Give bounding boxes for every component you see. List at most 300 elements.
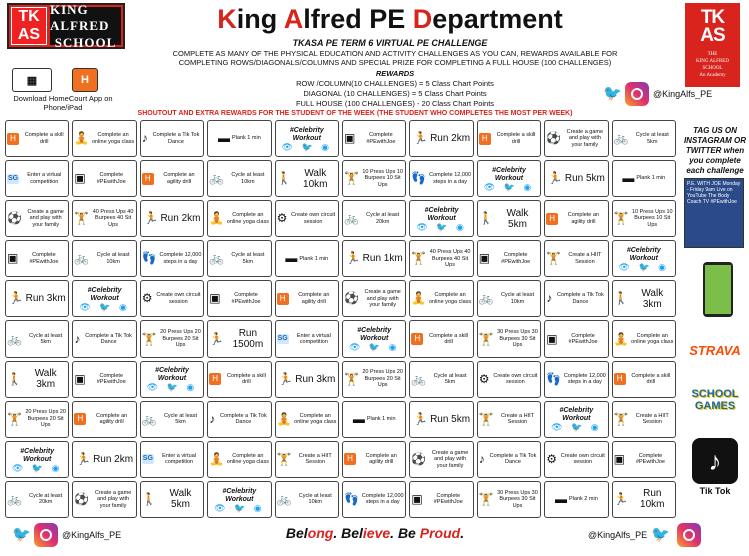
school-logo xyxy=(7,1,125,58)
footsteps-icon: 👣 xyxy=(141,251,157,266)
challenge-label: Complete #PEwithJoe xyxy=(366,132,396,145)
challenge-label: Create a game and play with your family xyxy=(566,128,604,148)
twitter-icon[interactable]: 🐦 xyxy=(12,526,31,543)
game-icon: ⚽ xyxy=(7,211,22,226)
challenge-label: Run 2km xyxy=(430,133,471,145)
twitter-icon[interactable]: 🐦 xyxy=(603,85,622,102)
walker-icon: 🚶 xyxy=(613,291,629,306)
challenge-cell xyxy=(612,401,676,438)
challenge-label: Run 3km xyxy=(25,293,66,305)
instagram-icon[interactable] xyxy=(625,82,649,106)
challenge-label: Complete 12,000 steps in a day xyxy=(429,172,472,185)
homecourt-app-icon: H xyxy=(72,68,98,92)
homecourt-icon: H xyxy=(74,413,86,425)
celebrity-workout-label: #Celebrity Workout xyxy=(20,447,55,463)
yoga-icon: 🧘 xyxy=(276,411,292,426)
challenge-label: Cycle at least 5km xyxy=(433,372,467,386)
challenge-label: Complete an agility drill xyxy=(567,212,599,225)
logo-line3: SCHOOL xyxy=(54,34,117,50)
bicycle-icon: 🚲 xyxy=(411,371,427,386)
bicycle-icon: 🚲 xyxy=(478,291,494,306)
celebrity-workout-label: #Celebrity Workout xyxy=(87,287,122,303)
homecourt-icon: H xyxy=(277,293,289,305)
footer-social-right xyxy=(588,523,701,547)
challenge-cell xyxy=(342,280,406,317)
bicycle-icon: 🚲 xyxy=(7,331,22,346)
game-icon: ⚽ xyxy=(546,131,562,146)
challenge-label: 30 Press Ups 30 Burpees 30 Sit Ups xyxy=(497,329,538,349)
runner-icon: 🏃 xyxy=(76,451,92,466)
tiktok-logo-icon: ♪ xyxy=(692,438,738,484)
circuit-icon: ⚙ xyxy=(546,451,557,466)
homecourt-label: Download HomeCourt App on Phone/iPad xyxy=(13,94,113,112)
challenge-cell xyxy=(544,160,608,197)
bicycle-icon: 🚲 xyxy=(613,131,629,146)
challenge-label: Run 3km xyxy=(295,373,336,385)
challenge-cell xyxy=(612,200,676,237)
challenge-cell xyxy=(477,200,541,237)
challenge-label: Complete #PEwithJoe xyxy=(96,172,126,185)
motto-7: . xyxy=(460,525,465,541)
challenge-cell xyxy=(477,280,541,317)
runner-icon: 🏃 xyxy=(547,171,563,186)
motto-4: ieve xyxy=(362,525,391,541)
challenge-cell xyxy=(409,240,473,277)
challenge-label: Cycle at least 10km xyxy=(298,492,332,506)
challenge-label: Run 1km xyxy=(362,253,403,265)
challenge-cell xyxy=(5,160,69,197)
challenge-label: Complete an online yoga class xyxy=(428,292,472,305)
challenge-label: Cycle at least 20km xyxy=(366,212,400,225)
plank-icon: ▬ xyxy=(352,411,365,426)
challenge-label: Create a game and play with your family xyxy=(364,289,401,309)
school-games-logo: SCHOOL GAMES xyxy=(691,388,739,412)
challenge-cell xyxy=(612,280,676,317)
challenge-cell xyxy=(342,200,406,237)
challenge-cell xyxy=(207,441,271,478)
shoutout-text: SHOUTOUT AND EXTRA REWARDS FOR THE STUDENT OF THE WEEK (THE STUDENT WHO COMPLETES THE MOST PER WEEK) xyxy=(137,110,573,117)
reward-full-house: FULL HOUSE (100 CHALLENGES) - 20 Class Chart Points xyxy=(295,99,495,108)
challenge-label: Run 10km xyxy=(640,488,665,511)
challenge-cell xyxy=(544,441,608,478)
challenge-cell xyxy=(5,120,69,157)
yoga-icon: 🧘 xyxy=(209,451,225,466)
challenge-label: Walk 10km xyxy=(303,167,328,190)
hiit-icon: 🏋 xyxy=(613,411,629,426)
logo-line1 xyxy=(80,0,92,1)
school-games-icon: SG xyxy=(277,335,288,343)
challenge-label: 10 Press Ups 10 Burpees 10 Sit Ups xyxy=(362,168,403,188)
challenge-cell xyxy=(140,361,204,398)
hiit-icon: 🏋 xyxy=(276,451,292,466)
challenge-label: Run 5km xyxy=(564,173,605,185)
runner-icon: 🏃 xyxy=(413,131,429,146)
homecourt-icon: H xyxy=(209,373,221,385)
bicycle-icon: 🚲 xyxy=(209,171,225,186)
logo-line4: An Academy xyxy=(71,51,100,58)
press-up-icon: 🏋 xyxy=(613,211,629,226)
challenge-cell xyxy=(275,401,339,438)
challenge-label: Complete a Tik Tok Dance xyxy=(557,292,604,305)
title-k: K xyxy=(217,4,237,34)
yoga-icon: 🧘 xyxy=(74,131,90,146)
challenge-cell xyxy=(207,481,271,518)
walker-icon: 🚶 xyxy=(7,371,22,386)
circuit-icon: ⚙ xyxy=(141,291,153,306)
bicycle-icon: 🚲 xyxy=(276,491,292,506)
challenge-label: Cycle at least 5km xyxy=(29,332,63,346)
challenge-cell xyxy=(342,441,406,478)
celebrity-workout-label: #Celebrity Workout xyxy=(492,166,526,182)
plank-icon: ▬ xyxy=(622,171,635,186)
challenge-label: Create a game and play with your family xyxy=(27,208,64,228)
challenge-cell xyxy=(612,481,676,518)
pewithjoe-icon: ▣ xyxy=(546,331,558,346)
motto-6: Proud xyxy=(419,525,461,541)
bicycle-icon: 🚲 xyxy=(344,211,359,226)
runner-icon: 🏃 xyxy=(8,291,24,306)
challenge-label: Create own circuit session xyxy=(291,212,336,225)
bicycle-icon: 🚲 xyxy=(209,251,225,266)
challenge-cell xyxy=(275,200,339,237)
challenge-label: 20 Press Ups 20 Burpees 20 Sit Ups xyxy=(160,329,201,349)
challenge-cell xyxy=(342,120,406,157)
challenge-label: Enter a virtual competition xyxy=(27,172,62,185)
challenge-label: Complete #PEwithJoe xyxy=(433,492,463,506)
challenge-cell xyxy=(140,120,204,157)
plank-icon: ▬ xyxy=(218,131,231,146)
challenge-cell xyxy=(72,481,136,518)
school-games-icon: SG xyxy=(8,174,19,182)
celebrity-workout-label: #Celebrity Workout xyxy=(357,327,392,343)
challenge-cell xyxy=(207,240,271,277)
twitter-icon[interactable]: 🐦 xyxy=(651,526,670,543)
challenge-label: Complete a skill drill xyxy=(226,372,266,386)
yoga-icon: 🧘 xyxy=(209,211,225,226)
pewithjoe-icon: ▣ xyxy=(74,371,86,386)
homecourt-icon: H xyxy=(142,173,154,185)
pewithjoe-icon: ▣ xyxy=(613,451,625,466)
right-logo-line4: An Academy xyxy=(699,73,726,78)
challenge-label: Create a HIIT Session xyxy=(635,412,669,426)
celebrity-icons: 👁 🐦 ◉ xyxy=(551,422,602,433)
challenge-cell xyxy=(544,401,608,438)
challenge-cell xyxy=(612,120,676,157)
school-games-icon: SG xyxy=(142,455,153,463)
homecourt-icon: H xyxy=(344,453,356,465)
challenge-cell xyxy=(612,160,676,197)
bicycle-icon: 🚲 xyxy=(7,491,22,506)
challenge-cell xyxy=(275,160,339,197)
challenge-cell xyxy=(544,481,608,518)
challenge-label: Cycle at least 5km xyxy=(163,412,197,426)
right-logo-line2: KING ALFRED xyxy=(696,59,729,64)
homecourt-icon: H xyxy=(7,133,19,145)
challenge-cell xyxy=(72,240,136,277)
title-epartment: epartment xyxy=(432,4,563,34)
challenge-cell xyxy=(207,160,271,197)
challenge-label: 20 Press Ups 20 Burpees 20 Sit Ups xyxy=(25,409,66,429)
celebrity-icons: 👁 🐦 ◉ xyxy=(618,262,670,273)
challenge-cell xyxy=(612,240,676,277)
challenge-label: 20 Press Ups 20 Burpees 20 Sit Ups xyxy=(362,369,403,389)
footer-handle-left[interactable]: @KingAlfs_PE xyxy=(62,530,122,540)
celebrity-workout-label: #Celebrity Workout xyxy=(155,367,189,383)
challenge-cell xyxy=(612,361,676,398)
footsteps-icon: 👣 xyxy=(411,171,427,186)
challenge-label: Complete a Tik Tok Dance xyxy=(152,132,200,145)
plank-icon: ▬ xyxy=(555,491,568,506)
challenge-cell xyxy=(5,441,69,478)
challenge-label: Cycle at least 10km xyxy=(231,172,265,185)
challenge-cell xyxy=(275,481,339,518)
challenge-cell xyxy=(409,401,473,438)
footer-handle-right[interactable]: @KingAlfs_PE xyxy=(588,530,648,540)
pewithjoe-icon: ▣ xyxy=(344,131,356,146)
strava-logo: STRAVA xyxy=(689,343,741,358)
press-up-icon: 🏋 xyxy=(344,371,359,386)
tkas-mark-right: TK AS xyxy=(700,7,725,46)
challenge-cell xyxy=(72,361,136,398)
challenge-cell xyxy=(72,441,136,478)
challenge-label: Plank 1 min xyxy=(636,175,666,182)
challenge-cell xyxy=(140,160,204,197)
right-logo-line1: THE xyxy=(707,52,718,57)
homecourt-screenshot: ▦ xyxy=(12,68,52,92)
circuit-icon: ⚙ xyxy=(478,371,490,386)
intro-text: COMPLETE AS MANY OF THE PHYSICAL EDUCATION AND ACTIVITY CHALLENGES AS YOU CAN, REWARDS AVAILABLE FOR COMPLETING ROWS/DIAGONALS/COLUMNS AND SPECIAL PRIZE FOR COMPLETING A FULL HOUSE (100 CHALLENGES) xyxy=(172,49,618,67)
challenge-label: Cycle at least 5km xyxy=(231,252,265,265)
challenge-label: Plank 1 min xyxy=(299,255,329,262)
celebrity-icons: 👁 🐦 ◉ xyxy=(416,221,467,232)
circuit-icon: ⚙ xyxy=(276,211,288,226)
challenge-label: Complete a Tik Tok Dance xyxy=(85,332,132,346)
challenge-cell xyxy=(477,401,541,438)
challenge-cell xyxy=(612,441,676,478)
challenge-label: Walk 5km xyxy=(506,207,529,230)
challenge-label: Walk 5km xyxy=(169,488,192,511)
hiit-icon: 🏋 xyxy=(478,411,494,426)
challenge-cell xyxy=(275,361,339,398)
right-logo-line3: SCHOOL xyxy=(702,66,723,71)
challenge-cell xyxy=(207,200,271,237)
celebrity-workout-label: #Celebrity Workout xyxy=(289,126,324,142)
celebrity-icons: 👁 🐦 ◉ xyxy=(214,502,265,513)
celebrity-icons: 👁 🐦 ◉ xyxy=(281,141,333,152)
challenge-cell xyxy=(207,320,271,357)
challenge-cell xyxy=(477,240,541,277)
challenge-label: Create own circuit session xyxy=(156,292,201,305)
challenge-cell xyxy=(140,200,204,237)
celebrity-workout-label: #Celebrity Workout xyxy=(559,407,594,423)
challenge-cell xyxy=(5,401,69,438)
challenge-cell xyxy=(275,320,339,357)
challenge-cell xyxy=(342,361,406,398)
motto-1: Bel xyxy=(285,525,308,541)
tkas-mark: TK AS xyxy=(11,7,47,45)
challenge-cell xyxy=(5,240,69,277)
challenge-cell xyxy=(275,120,339,157)
challenge-label: Complete #PEwithJoe xyxy=(501,252,531,265)
runner-icon: 🏃 xyxy=(613,491,629,506)
challenge-label: Create own circuit session xyxy=(560,452,605,466)
challenge-cell xyxy=(140,240,204,277)
runner-icon: 🏃 xyxy=(143,211,159,226)
yoga-icon: 🧘 xyxy=(411,291,427,306)
tiktok-icon: ♪ xyxy=(141,131,148,146)
challenge-cell xyxy=(275,280,339,317)
challenge-label: Plank 2 min xyxy=(569,496,598,503)
hiit-icon: 🏋 xyxy=(546,251,562,266)
challenge-cell xyxy=(409,481,473,518)
challenge-cell xyxy=(5,200,69,237)
game-icon: ⚽ xyxy=(344,291,359,306)
challenge-label: Create a HIIT Session xyxy=(298,452,332,466)
challenge-label: Cycle at least 10km xyxy=(500,292,534,305)
challenge-cell xyxy=(5,280,69,317)
challenge-cell xyxy=(409,160,473,197)
bicycle-icon: 🚲 xyxy=(74,251,90,266)
challenge-cell xyxy=(72,320,136,357)
challenge-label: Complete an agility drill xyxy=(365,452,397,466)
challenge-cell xyxy=(5,361,69,398)
title-ing: ing xyxy=(236,4,284,34)
challenge-cell xyxy=(477,361,541,398)
challenge-label: Run 1500m xyxy=(232,328,264,351)
motto xyxy=(220,525,530,541)
celebrity-workout-label: #Celebrity Workout xyxy=(222,487,257,503)
instagram-icon[interactable] xyxy=(677,523,701,547)
runner-icon: 🏃 xyxy=(278,371,294,386)
challenge-label: Complete #PEwithJoe xyxy=(29,252,59,265)
walker-icon: 🚶 xyxy=(478,211,494,226)
challenge-cell xyxy=(342,401,406,438)
challenge-cell xyxy=(275,441,339,478)
celebrity-icons: 👁 🐦 ◉ xyxy=(348,342,400,353)
pewithjoe-promo: P.E. WITH JOE Monday - Friday 9am Live on YouTube The Body Coach TV #PEwithJoe xyxy=(684,178,744,248)
runner-icon: 🏃 xyxy=(413,411,429,426)
challenge-label: Complete a Tik Tok Dance xyxy=(489,452,537,466)
tiktok-label: Tik Tok xyxy=(699,486,731,496)
app-icons xyxy=(12,68,98,92)
challenge-label: Plank 1 min xyxy=(232,135,261,142)
page-title xyxy=(140,4,640,35)
motto-3: . Bel xyxy=(333,525,363,541)
challenge-label: Create own circuit session xyxy=(493,372,538,386)
challenge-cell xyxy=(409,320,473,357)
phone-image xyxy=(703,262,733,317)
challenge-cell xyxy=(207,280,271,317)
challenge-cell xyxy=(477,481,541,518)
instagram-icon[interactable] xyxy=(34,523,58,547)
bicycle-icon: 🚲 xyxy=(141,411,157,426)
challenge-label: Complete an online yoga class xyxy=(294,412,337,426)
challenge-label: Complete an agility drill xyxy=(298,292,330,305)
tiktok-icon: ♪ xyxy=(209,411,216,426)
celebrity-icons: 👁 🐦 ◉ xyxy=(11,462,63,473)
challenge-grid xyxy=(5,120,676,518)
reward-row-column: ROW /COLUMN(10 CHALLENGES) = 5 Class Chart Points xyxy=(296,79,494,88)
homecourt-icon: H xyxy=(411,333,423,345)
challenge-label: Complete an online yoga class xyxy=(91,132,135,145)
challenge-cell xyxy=(207,120,271,157)
celebrity-icons: 👁 🐦 ◉ xyxy=(483,181,535,192)
pewithjoe-icon: ▣ xyxy=(478,251,491,266)
challenge-cell xyxy=(409,441,473,478)
footsteps-icon: 👣 xyxy=(546,371,562,386)
challenge-label: Complete a skill drill xyxy=(496,132,536,145)
challenge-label: 30 Press Ups 30 Burpees 30 Sit Ups xyxy=(497,489,538,509)
challenge-label: Enter a virtual competition xyxy=(296,332,331,346)
challenge-label: Walk 3km xyxy=(34,368,57,391)
challenge-cell xyxy=(477,320,541,357)
tiktok-icon: ♪ xyxy=(546,291,553,306)
challenge-cell xyxy=(409,200,473,237)
challenge-label: Complete an agility drill xyxy=(96,412,128,426)
walker-icon: 🚶 xyxy=(276,171,292,186)
challenge-cell xyxy=(342,240,406,277)
press-up-icon: 🏋 xyxy=(74,211,90,226)
celebrity-icons: 👁 🐦 ◉ xyxy=(146,382,198,393)
challenge-cell xyxy=(477,160,541,197)
challenge-cell xyxy=(140,320,204,357)
challenge-cell xyxy=(5,481,69,518)
challenge-label: Create a game and play with your family xyxy=(431,449,469,469)
challenge-cell xyxy=(140,280,204,317)
title-a: A xyxy=(283,4,304,34)
pewithjoe-icon: ▣ xyxy=(411,491,423,506)
press-up-icon: 🏋 xyxy=(141,331,157,346)
tiktok-icon: ♪ xyxy=(478,451,485,466)
game-icon: ⚽ xyxy=(411,451,427,466)
motto-2: ong xyxy=(307,525,334,541)
challenge-cell xyxy=(275,240,339,277)
rewards-heading: REWARDS xyxy=(375,69,415,78)
challenge-label: 10 Press Ups 10 Burpees 10 Sit Ups xyxy=(631,208,673,228)
challenge-cell xyxy=(207,401,271,438)
challenge-cell xyxy=(72,160,136,197)
yoga-icon: 🧘 xyxy=(613,331,629,346)
challenge-label: Complete an agility drill xyxy=(163,172,195,185)
challenge-label: Complete #PEwithJoe xyxy=(635,452,665,466)
press-up-icon: 🏋 xyxy=(411,251,427,266)
challenge-label: Complete a skill drill xyxy=(631,372,671,386)
logo-line2: KING ALFRED xyxy=(50,1,110,33)
challenge-label: Cycle at least 20km xyxy=(29,492,63,506)
challenge-cell xyxy=(477,120,541,157)
challenge-label: Complete #PEwithJoe xyxy=(96,372,126,386)
challenge-label: Complete 12,000 steps in a day xyxy=(361,492,404,506)
challenge-label: Complete #PEwithJoe xyxy=(568,332,598,346)
challenge-cell xyxy=(409,361,473,398)
challenge-cell xyxy=(140,441,204,478)
footsteps-icon: 👣 xyxy=(344,491,359,506)
press-up-icon: 🏋 xyxy=(7,411,22,426)
press-up-icon: 🏋 xyxy=(344,171,359,186)
challenge-label: Walk 3km xyxy=(641,287,664,310)
challenge-label: Cycle at least 10km xyxy=(96,252,130,265)
school-logo-right xyxy=(685,3,740,87)
pewithjoe-icon: ▣ xyxy=(74,171,86,186)
challenge-cell xyxy=(342,481,406,518)
subtitle: TKASA PE TERM 6 VIRTUAL PE CHALLENGE xyxy=(292,38,488,48)
homecourt-icon: H xyxy=(479,133,491,145)
homecourt-icon: H xyxy=(546,213,558,225)
challenge-cell xyxy=(477,441,541,478)
challenge-cell xyxy=(5,320,69,357)
social-handle[interactable]: @KingAlfs_PE xyxy=(653,89,713,99)
challenge-cell xyxy=(544,280,608,317)
